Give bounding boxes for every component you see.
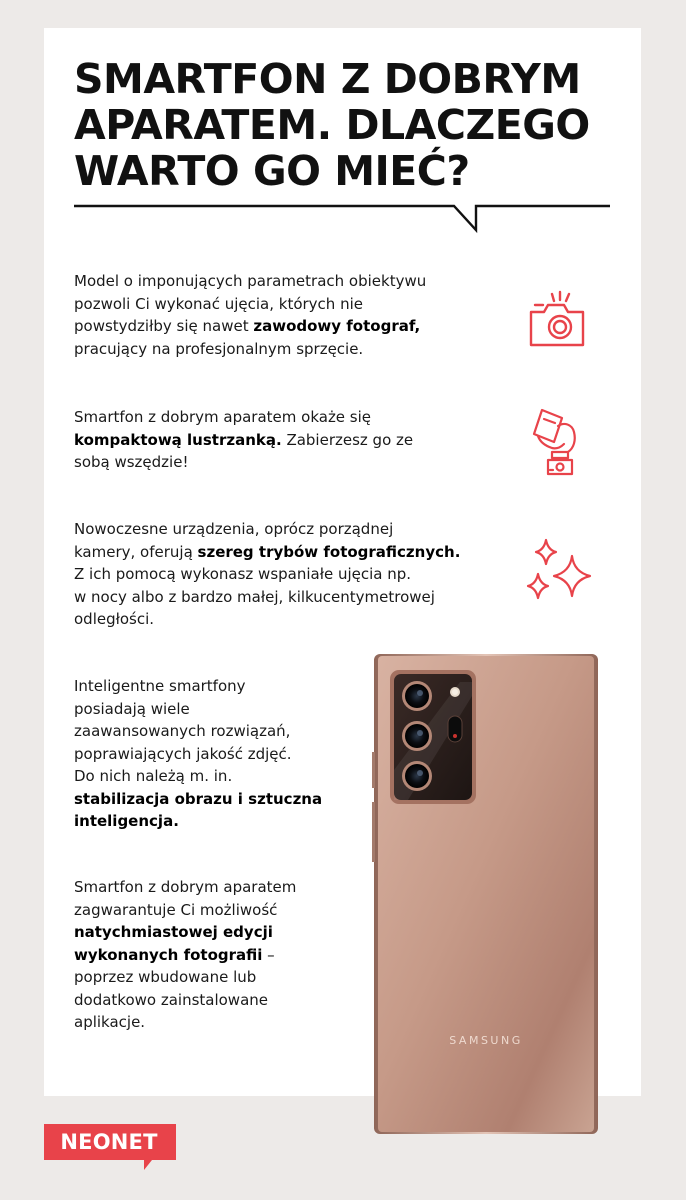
section-5-highlight-2: wykonanych fotografii bbox=[74, 945, 263, 964]
section-1-highlight: zawodowy fotograf, bbox=[253, 317, 421, 335]
neonet-logo bbox=[44, 1124, 178, 1176]
title-line-1: SMARTFON Z DOBRYM bbox=[74, 55, 581, 103]
title-line-3: WARTO GO MIEĆ? bbox=[74, 147, 470, 195]
section-4-highlight: stabilizacja obrazu i sztuczna bbox=[74, 789, 323, 808]
section-2-highlight: kompaktową lustrzanką. bbox=[74, 430, 282, 449]
section-2-text: Smartfon z dobrym aparatem okaże się kompaktową lustrzanką. Zabierzesz go ze sobą wszędzie! bbox=[74, 408, 414, 471]
section-5-highlight: natychmiastowej edycji bbox=[74, 923, 273, 941]
section-4-text: Inteligentne smartfony posiadają wiele zaawansowanych rozwiązań, poprawiających jakość zdjęć. Do nich należą m. in. stabilizacja obrazu i sztuczna inteligencja. bbox=[74, 677, 323, 830]
section-3-highlight: szereg trybów fotograficznych. bbox=[197, 542, 461, 561]
section-4-highlight-2: inteligencja. bbox=[74, 812, 179, 830]
title-line-2: APARATEM. DLACZEGO bbox=[74, 101, 590, 149]
hand-holding-phone-icon bbox=[532, 408, 582, 476]
sparkles-icon bbox=[522, 538, 594, 604]
speech-bubble-divider bbox=[74, 200, 614, 236]
logo-text: NEONET bbox=[60, 1130, 158, 1154]
section-3-text: Nowoczesne urządzenia, oprócz porządnej kamery, oferują szereg trybów fotograficznych. Z ich pomocą wykonasz wspaniałe ujęcia np. w nocy albo z bardzo małej, kilkucentymetrowej odległości. bbox=[74, 520, 461, 628]
smartphone-image bbox=[372, 652, 602, 1136]
page-title bbox=[74, 56, 634, 194]
camera-icon bbox=[526, 290, 588, 350]
section-1-text: Model o imponujących parametrach obiektywu pozwoli Ci wykonać ujęcia, których nie powstydziłby się nawet zawodowy fotograf, pracujący na profesjonalnym sprzęcie. bbox=[74, 272, 427, 358]
section-5-text: Smartfon z dobrym aparatem zagwarantuje Ci możliwość natychmiastowej edycji wykonanych fotografii – poprzez wbudowane lub dodatkowo zainstalowane aplikacje. bbox=[74, 878, 297, 1031]
phone-brand-text: SAMSUNG bbox=[449, 1034, 523, 1047]
